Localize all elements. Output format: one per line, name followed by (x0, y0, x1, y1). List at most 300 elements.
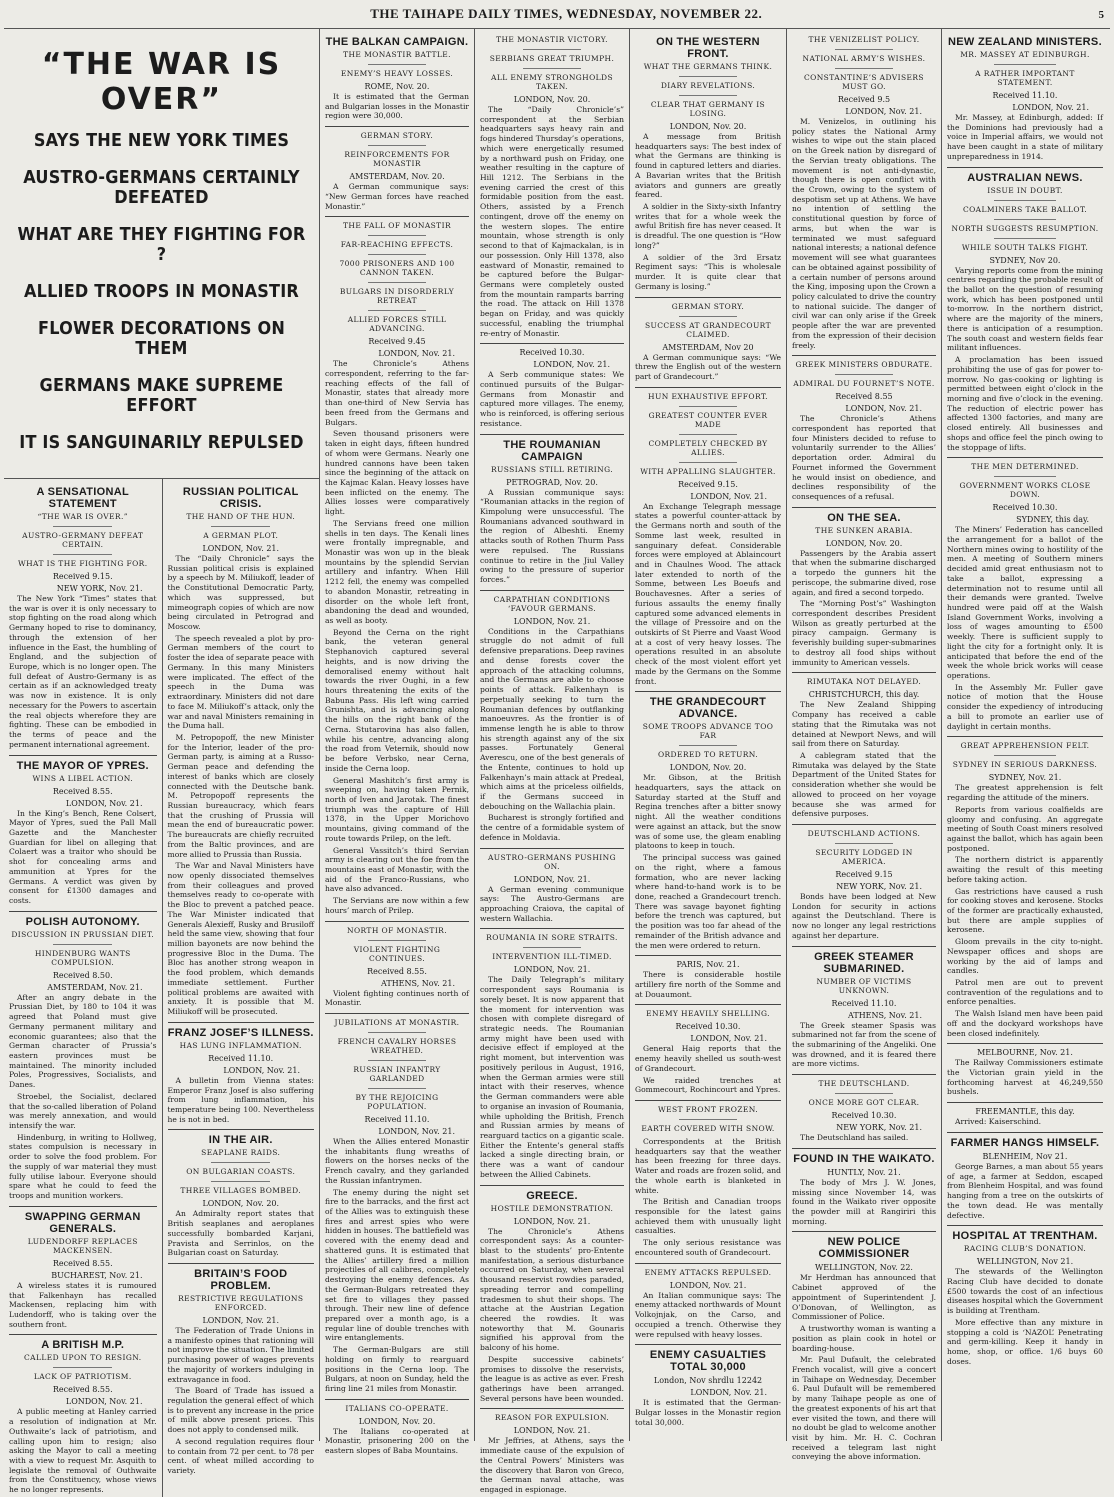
article-headline: ON THE WESTERN FRONT. (656, 36, 760, 60)
article (168, 1263, 315, 1476)
article (325, 216, 469, 915)
article-subhead: FRENCH CAVALRY HORSES WREATHED. (337, 1037, 457, 1055)
article (325, 921, 469, 1008)
article-subhead: WHAT THE GERMANS THINK. (643, 62, 773, 71)
subhead-rule (835, 374, 893, 375)
dateline: Received 11.10. (208, 1053, 274, 1063)
article-paragraph: A German communique says: “New German forces have reached Monastir.” (325, 182, 469, 211)
article-divider (792, 946, 936, 947)
article-paragraph: The Chronicle’s Athens correspondent, referring to the far-reaching effects of the fall of Monastir, states that already more than one-third of New Servia has been freed from the Germans and Bulgars. (325, 359, 469, 427)
article-paragraph: The British and Canadian troops responsible for the latest gains achieved them with unusually light casualties. (635, 1197, 781, 1236)
article-divider (9, 1206, 157, 1207)
dateline: LONDON, Nov. 21. (378, 1127, 455, 1136)
article (480, 1185, 624, 1404)
dateline: SYDNEY, Nov. 21. (988, 773, 1062, 783)
article (792, 507, 936, 668)
dateline: LONDON, Nov. 21. (513, 1216, 591, 1226)
article-subhead: LACK OF PATRIOTISM. (33, 1372, 132, 1382)
article-subhead: NORTH OF MONASTIR. (346, 925, 448, 935)
article-paragraph: A cablegram stated that the Rimutaka was delayed by the State Department of the United States for consideration whether she would be allowed to proceed on her voyage because she was armed for defensive purposes. (792, 750, 936, 819)
article (480, 434, 624, 585)
subhead-rule (835, 1093, 893, 1094)
dateline: Received 8.55. (52, 1385, 113, 1395)
article-subhead: AUSTRO-GERMANS PUSHING ON. (487, 852, 616, 871)
article-divider (168, 1263, 315, 1264)
article-paragraph: The Servians are now within a few hours’ march of Prilep. (325, 896, 469, 915)
subhead-rule (53, 554, 112, 555)
article-paragraph: General Haig reports that the enemy heavily shelled us south-west of Grandecourt. (635, 1044, 781, 1073)
article (792, 35, 936, 350)
article-subhead: RACING CLUB’S DONATION. (963, 1244, 1087, 1254)
article-subhead: THE FALL OF MONASTIR (342, 221, 451, 231)
subhead-rule (368, 1060, 426, 1061)
article-paragraph: An Admiralty report states that British seaplanes and aeroplanes successfully bombarded Karjani, Pravista and Serrinlos, on the Bulgarian coast on Saturday. (167, 1209, 314, 1258)
article-headline: IN THE AIR. (208, 1134, 273, 1147)
subhead-rule (523, 947, 581, 948)
article-headline: RUSSIAN POLITICAL CRISIS. (182, 486, 299, 510)
article-paragraph: The speech revealed a plot by pro-German members of the court to foster the idea of separate peace with Germany. In this many Ministers were implicated. The effect of the speech in the Duma was extraordinary. Ministers did not dare to face M. Miliukoff’s attack, only the war and naval Ministers remaining in the Duma hall. (167, 633, 314, 731)
article (635, 955, 781, 999)
article-paragraph: The Board of Trade has issued a regulation the general effect of which is to prevent any increase in the price of milk above present prices. This does not apply to condensed milk. (167, 1386, 314, 1435)
article (635, 36, 781, 292)
subhead-rule (835, 49, 893, 50)
subhead-rule (523, 49, 581, 50)
article-subhead: DISCUSSION IN PRUSSIAN DIET. (11, 929, 155, 939)
article-headline: GREEK STEAMER SUBMARINED. (814, 950, 914, 975)
article (947, 1225, 1103, 1366)
dateline: LONDON, Nov. 20. (358, 1416, 436, 1426)
dateline: BUCHAREST, Nov. 21. (51, 1270, 143, 1280)
article-subhead: REASON FOR EXPULSION. (494, 1413, 610, 1423)
column-4 (474, 29, 629, 1495)
article-paragraph: The only serious resistance was encountered south of Grandecourt. (635, 1238, 781, 1257)
dateline: Received 8.55. (52, 786, 113, 796)
article-subhead: LUDENDORFF REPLACES MACKENSEN. (27, 1236, 138, 1255)
banner-headline: “THE WAR IS OVER” (41, 47, 282, 117)
article (325, 1013, 469, 1394)
article-subhead: WHILE SOUTH TALKS FIGHT. (961, 242, 1089, 252)
article-subhead: WINS A LIBEL ACTION. (32, 773, 134, 783)
article-paragraph: The principal success was gained on the right, where a famous formation, who are never lacking where hand-to-hand work is to be done, reached a Grandecourt trench. There was savage bayonet fighting before the trench was captured, but the position was too far ahead of the remainder of the British advance and the men were ordered to return. (635, 853, 781, 950)
article-subhead: GREAT APPREHENSION FELT. (960, 741, 1090, 751)
article-paragraph: Gas restrictions have caused a rush for cooking stoves and kerosene. Stocks of the former are practically exhausted, but there are ample supplies of kerosene. (947, 886, 1103, 935)
article-paragraph: Bucharest is strongly fortified and the centre of a formidable system of defence in Moldavia. (480, 813, 624, 842)
subhead-rule (679, 95, 737, 96)
article-divider (480, 1408, 624, 1409)
article-divider (635, 691, 781, 692)
article-paragraph: The Deutschland has sailed. (800, 1133, 909, 1143)
column-2 (162, 479, 320, 1497)
article-paragraph: A proclamation has been issued prohibiting the use of gas for power to-morrow. No gas-cooking or lighting is permitted between eight o’clock in the morning and five o’clock in the evening. The reduction of electric power has affected 1300 factories, and many are closed entirely. All businesses and shops and office feel the pinch owing to the stoppage of lifts. (947, 355, 1103, 452)
subhead-rule (368, 1032, 426, 1033)
article-subhead: ORDERED TO RETURN. (657, 750, 759, 760)
banner-line: FLOWER DECORATIONS ON THEM (38, 319, 285, 359)
article-subhead: WHAT IS THE FIGHTING FOR. (17, 559, 148, 568)
article-subhead: INTERVENTION ILL-TIMED. (492, 952, 612, 962)
article-paragraph: George Barnes, a man about 55 years of age, a farmer at Seddon, escaped from Blenheim Hospital, and was found hanging from a tree on the outskirts of the town dead. He was mentally defective. (947, 1161, 1103, 1220)
dateline: SYDNEY, this day. (1016, 515, 1089, 525)
article-paragraph: A Russian communique says: “Roumanian attacks in the region of Kimpolung were unsuccessful. The Roumanians advanced southward in the region of Albeshti. Enemy attacks south of Rothen Thurm Pass were repulsed. The Russians continue to retire in the Jiul Valley owing to the pressure of superior forces.” (480, 487, 624, 585)
dateline: Received 9.15 (835, 869, 893, 879)
subhead-rule (679, 1119, 737, 1120)
dateline: LONDON, Nov. 21. (845, 107, 922, 116)
article (9, 1334, 157, 1494)
dateline: LONDON, Nov. 21. (378, 349, 455, 359)
article-subhead: SEAPLANE RAIDS. (201, 1148, 281, 1158)
article-headline: THE BALKAN CAMPAIGN. (325, 36, 469, 48)
article-paragraph: A German evening communique says: The Austro-Germans are approaching Craiova, the capital of western Wallachia. (480, 884, 624, 923)
dateline: AMSTERDAM, Nov. 21. (47, 982, 143, 992)
article (168, 1129, 315, 1258)
article-divider (792, 1148, 936, 1149)
article-subhead: A RATHER IMPORTANT STATEMENT. (975, 69, 1075, 87)
dateline: Received 10.30. (831, 1111, 897, 1121)
article-subhead: A GERMAN PLOT. (203, 531, 279, 540)
article-paragraph: When the Allies entered Monastir the inhabitants flung wreaths of flowers on the horses necks of the French cavalry, and they garlanded the Russian infantrymen. (325, 1137, 469, 1185)
article-paragraph: A Serb communique states: We continued pursuits of the Bulgar-Germans from Monastir and captured more villages. The enemy, who is reinforced, is offering serious resistance. (480, 370, 624, 428)
article-divider (947, 1102, 1103, 1103)
article-subhead: EARTH COVERED WITH SNOW. (641, 1124, 775, 1133)
dateline: LONDON, Nov. 21. (533, 360, 610, 370)
dateline: Received 11.10. (831, 998, 897, 1008)
article-headline: A BRITISH M.P. (41, 1339, 125, 1352)
article-paragraph: A bulletin from Vienna states: Emperor Franz Josef is also suffering from lung inflammation, his temperature being 100. Nevertheless he is not in bed. (167, 1075, 314, 1124)
article (9, 755, 157, 906)
article-divider (480, 434, 624, 435)
article-paragraph: Varying reports come from the mining centres regarding the probable result of the ballot on the question of resuming work, which has been postponed until to-morrow. In the northern district, where are the majority of the miners, there is anticipation of a resumption. The south coast and western fields fear militant influences. (947, 265, 1103, 353)
article-paragraph: Beyond the Cerna on the right bank, the veteran general Stephanovich captured several heights, and is now driving the demoralised enemy without halt towards the river Oughi, in a few hours threatening the exits of the Babuna Pass. His left wing carried Grunishta, and is advancing along the hills on the right bank of the Cerna. Stutarovina has also fallen, while his centre, advancing along the road from Veternik, should now be before Verbsko, near Cerna, inside the Cerna loop. (325, 627, 469, 773)
dateline: SYDNEY, Nov 20. (989, 255, 1061, 265)
article-paragraph: The New Zealand Shipping Company has received a cable stating that the Rimutaka was not detained at Newport News, and will sail from there on Saturday. (792, 700, 936, 749)
article (480, 343, 624, 428)
article (635, 691, 781, 950)
article-subhead: WITH APPALLING SLAUGHTER. (640, 466, 776, 476)
article-paragraph: The German-Bulgars are still holding on firmly to rearguard positions in the Cerna loop. The Bulgars, at noon on Sunday, held the firing line 21 miles from Monastir. (325, 1345, 469, 1393)
article-divider (947, 457, 1103, 458)
article (792, 355, 936, 501)
dateline: Received 9.15. (52, 572, 113, 581)
dateline: LONDON, Nov. 20. (669, 122, 747, 131)
article (325, 1399, 469, 1456)
dateline: MELBOURNE, Nov. 21. (977, 1048, 1073, 1058)
article-paragraph: A public meeting at Hanley carried a resolution of indignation at Mr. Outhwaite’s lack of patriotism, and calling upon him to resign; also asking the Mayor to call a meeting with a view to request Mr. Asquith to legislate the removal of Outhwaite from the Constituency, whose views he no longer represents. (9, 1407, 157, 1495)
article (480, 928, 624, 1179)
dateline: Received 10.30. (675, 1022, 741, 1032)
article-paragraph: The Servians freed one million shells in ten days. The Kenali lines were frontally impregnable, and Monastir was won up in the bleak mountains by the splendid Servian artillery and infantry. When Hill 1212 fell, the enemy was compelled to abandon Monastir, retreating in disorder on the whole left front, abandoning the dead and wounded, as well as booty. (325, 518, 469, 625)
article-paragraph: The Walsh Island men have been paid off and the dockyard workshops have been closed indefinitely. (947, 1009, 1103, 1038)
article-subhead: CARPATHIAN CONDITIONS ‘FAVOUR GERMANS. (493, 594, 611, 613)
article-subhead: ITALIANS CO-OPERATE. (345, 1403, 449, 1413)
dateline: LONDON, Nov. 21. (690, 491, 767, 501)
dateline: LONDON, Nov. 21. (202, 544, 280, 553)
article-subhead: GREEK MINISTERS OBDURATE. (795, 360, 933, 370)
article-divider (325, 1399, 469, 1400)
article-subhead: ROUMANIA IN SORE STRAITS. (486, 933, 618, 943)
article (9, 911, 157, 1201)
dateline: LONDON, Nov. 21. (202, 1315, 280, 1325)
article-paragraph: Passengers by the Arabia assert that when the submarine discharged a torpedo the gunners hit the periscope, the submarine dived, rose again, and fired a second torpedo. (792, 548, 936, 597)
article-paragraph: The New York “Times” states that the war is over it is only necessary to stop fighting on the road along which Germany hoped to rise to dominancy, through the extension of her influence in the East, the humbling of England, and the subjection of Europe, which is no longer open. The full defeat of Austro-Germany is as certain as if an acknowledged treaty was now in existence. It is only necessary for the Powers to ascertain the real objects wherefore they are fighting. These can be embodied in the terms of peace and the permanent international agreement. (9, 594, 157, 749)
article-paragraph: The War and Naval Ministers have now openly dissociated themselves from their colleagues and proved themselves ready to co-operate with the Bloc to prevent a patched peace. The War Minister indicated that Generals Alexieff, Rusky and Brusiloff held the same view, showing that four million bayonets are now behind the progressive Bloc in the Duma. The Bloc has another strong weapon in the food problem, which demands immediate settlement. Further political problems are awaited with anxiety. It is possible that M. Miliukoff will be prosecuted. (167, 861, 314, 1017)
dateline: ATHENS, Nov. 21. (848, 1010, 922, 1020)
article-subhead: THE MONASTIR BATTLE. (343, 50, 451, 59)
article (635, 1263, 781, 1340)
article-subhead: COMPLETELY CHECKED BY ALLIES. (648, 438, 768, 457)
article-divider (480, 848, 624, 849)
subhead-rule (211, 1162, 270, 1163)
subhead-rule (368, 235, 426, 236)
article-subhead: WEST FRONT FROZEN. (657, 1105, 758, 1114)
dateline: LONDON, Nov. 21. (690, 1388, 767, 1398)
article-paragraph: A second regulation requires flour to contain from 72 per cent. to 78 per cent. of wheat milled according to variety. (167, 1436, 314, 1476)
article-headline: SWAPPING GERMAN GENERALS. (24, 1210, 141, 1235)
article (480, 848, 624, 924)
article-headline: POLISH AUTONOMY. (25, 915, 140, 928)
article-subhead: VIOLENT FIGHTING CONTINUES. (353, 944, 441, 963)
article-subhead: ADMIRAL DU FOURNET’S NOTE. (793, 379, 935, 389)
subhead-rule (994, 238, 1056, 239)
dateline: AMSTERDAM, Nov 20 (662, 342, 754, 352)
dateline: Received 8.55. (52, 1258, 113, 1268)
subhead-rule (368, 310, 426, 311)
article-paragraph: Conditions in the Carpathians struggle do not admit of full defensive preparations. Deep ravines and dense forests cover the approach of the attacking columns, and the Germans are able to choose points of attack. Falkenhayn is perpetually seeking to turn the Roumanian defences by outflanking manoeuvres. As the frontier is of immense length he is able to throw his strength against any of the six passes. Fortunately General Averescu, one of the best generals of the Entente, continues to hold up Falkenhayn’s main attack at Predeal, which aims at the priceless oilfields, if the Germans succeed in debouching on the Wallachia plain. (480, 626, 624, 811)
subhead-rule (679, 406, 737, 407)
article (480, 35, 624, 338)
subhead-rule (53, 944, 112, 945)
article (9, 486, 157, 750)
article-paragraph: An Exchange Telegraph message states a powerful counter-attack by the Germans north and south of the Somme last week, resulted in sanguinary defeat. Considerable forces were employed at Ablaincourt and in Chaulnes Wood. The attack later extended to north of the Somme, between Les Boeufs and Bouchavesnes. After a series of furious assaults the enemy finally captured some advanced elements in the village of Pressoire and on the outskirts of St Pierre and Vaast Wood at a cost of very heavy losses. The operations resulted in an absolute check of the most violent effort yet made by the Germans on the Somme front. (635, 501, 781, 686)
article-subhead: THE DEUTSCHLAND. (818, 1079, 910, 1089)
article (635, 1004, 781, 1095)
article-subhead: ALL ENEMY STRONGHOLDS TAKEN. (491, 73, 613, 91)
article-divider (947, 167, 1103, 168)
article-subhead: GREATEST COUNTER EVER MADE (648, 410, 768, 429)
dateline: LONDON, Nov. 20. (669, 763, 747, 773)
article-headline: THE GRANDECOURT ADVANCE. (649, 696, 767, 721)
article-subhead: DEUTSCHLAND ACTIONS. (807, 828, 921, 838)
article-paragraph: There is considerable hostile artillery fire north of the Somme and at Douaumont. (635, 970, 781, 999)
article-divider (947, 1225, 1103, 1226)
article-divider (792, 1231, 936, 1232)
article-subhead: GOVERNMENT WORKS CLOSE DOWN. (959, 481, 1091, 500)
banner (4, 29, 319, 478)
article-divider (635, 387, 781, 388)
subhead-rule (994, 200, 1056, 201)
article (168, 1022, 315, 1125)
subhead-rule (368, 145, 426, 146)
article-subhead: ALLIED FORCES STILL ADVANCING. (347, 315, 447, 334)
article-subhead: DIARY REVELATIONS. (660, 81, 756, 90)
dateline: ROME, Nov. 20. (364, 82, 430, 91)
article-headline: ENEMY CASUALTIES TOTAL 30,000 (649, 1349, 767, 1374)
article-subhead: CLEAR THAT GERMANY IS LOSING. (650, 100, 766, 118)
article-paragraph: The Miners’ Federation has cancelled the arrangement for a ballot of the Northern mines owing to hostility of the men. A meeting of Southern miners decided amid great enthusiasm not to take a ballot, expressing a determination not to resume until all their demands were granted. Twelve hundred were paid off at the Walsh Island Government Works, involving a loss of wages amounting to £500 weekly. There is sufficient supply to light the city for a fortnight only. It is anticipated that before the end of the week the whole brick works will cease operations. (947, 525, 1103, 681)
article-subhead: THE MEN DETERMINED. (971, 462, 1079, 472)
dateline: LONDON, Nov. 21. (845, 404, 922, 414)
article-paragraph: Stroebel, the Socialist, declared that the so-called liberation of Poland was merely annexation, and would intensify the war. (9, 1091, 157, 1131)
article-paragraph: Despite successive cabinets’ promises to dissolve the reservists, the league is as active as ever. Fresh gatherings have been arranged. Several persons have been wounded. (480, 1354, 624, 1403)
article-paragraph: The “Daily Chronicle’s” correspondent at the Serbian headquarters says heavy rain and fogs hindered Thursday’s operations, which were energetically resumed by a northward push on Friday, one weather resulting in the capture of Hill 1212. The Serbians in the evening carried the crest of this formidable position from the east. Others, assisted by a French contingent, drove off the enemy on the western slopes. The entire mountain, whose strength is only second to that of Kajmackalan, is in our possession. Only Hill 1378, also eastward of Monastir, remained to be captured before the Bulgar-Germans were completely ousted from the mountain ramparts barring the road. The attack on Hill 1378 began on Friday, and was quickly successful, enabling the triumphal re-entry of Monastir. (480, 105, 624, 338)
dateline: Received 8.55 (835, 392, 893, 402)
dateline: NEW YORK, Nov. 21. (836, 881, 922, 891)
banner-line: GERMANS MAKE SUPREME EFFORT (39, 376, 284, 416)
article-divider (947, 1132, 1103, 1133)
article-divider (168, 1022, 315, 1023)
article-headline: AUSTRALIAN NEWS. (967, 171, 1083, 184)
article-paragraph: The greatest apprehension is felt regarding the attitude of the miners. (947, 783, 1103, 803)
article-paragraph: It is estimated that the German-Bulgar losses in the Monastir region total 30,000. (635, 1398, 781, 1427)
article-subhead: REINFORCEMENTS FOR MONASTIR (344, 150, 450, 169)
subhead-rule (679, 745, 737, 746)
article-subhead: CALLED UPON TO RESIGN. (24, 1353, 142, 1363)
article (635, 387, 781, 687)
article-paragraph: General Vassitch’s third Servian army is clearing out the foe from the mountains east of Monastir, with the aid of the Franco-Russians, who have also advanced. (325, 845, 469, 894)
dateline: Received 9.5 (837, 95, 891, 104)
article-paragraph: The Chronicle’s Athens correspondent has reported that four Ministers decided to refuse to voluntarily surrender to the Allies’ deportation order. Admiral du Fournet informed the Government he would insist on obedience, and declines responsibility of the consequences of a refusal. (792, 414, 936, 501)
column-6 (786, 29, 941, 1462)
article-subhead: ONCE MORE GOT CLEAR. (808, 1098, 920, 1108)
subhead-rule (368, 282, 426, 283)
subhead-rule (994, 219, 1056, 220)
article-paragraph: Mr Herdman has announced that Cabinet approved of the appointment of Superintendent J. O’Donovan, of Wellington, as Commissioner of Police. (792, 1273, 936, 1322)
article-divider (792, 507, 936, 508)
article-paragraph: General Mashitch’s first army is sweeping on, having taken Pernik, north of Iven and Jarotak. The finest triumph was the capture of Hill 1378, in the Upper Morichovo mountains, giving command of the route towards Prilep, on the left. (325, 775, 469, 843)
subhead-rule (994, 476, 1056, 477)
article-subhead: RUSSIANS STILL RETIRING. (491, 464, 613, 474)
subhead-rule (53, 526, 112, 527)
article-headline: ON THE SEA. (827, 511, 901, 524)
article-headline: FRANZ JOSEF’S ILLNESS. (167, 1026, 314, 1039)
article-subhead: THE HAND OF THE HUN. (186, 512, 296, 521)
article-headline: NEW ZEALAND MINISTERS. (948, 36, 1102, 48)
article-paragraph: The Chronicle’s Athens correspondent says: As a counter-blast to the students’ pro-Entente manifestation, a serious disturbance occurred on Saturday, when several thousand reservist rowdies paraded, spreading terror and compelling tradesmen to shut their shops. The attache at the Austrian Legation cheered the rowdies. It was noteworthy that M. Gounaris signified his approval from the balcony of his home. (480, 1226, 624, 1353)
masthead-title: THE TAIHAPE DAILY TIMES, WEDNESDAY, NOVEMBER 22. (370, 6, 763, 21)
article-paragraph: Gloom prevails in the city to-night. Newspaper offices and shops are working by the aid of lamps and candles. (947, 937, 1103, 976)
article-divider (9, 755, 157, 756)
left-subcolumns (4, 478, 319, 1497)
dateline: Received 10.30. (992, 503, 1058, 513)
page-number: 5 (1098, 9, 1104, 21)
article-subhead: MR. MASSEY AT EDINBURGH. (960, 50, 1090, 59)
article-paragraph: The body of Mrs J. W. Jones, missing since November 14, was found in the Waikato river opposite the powder mill at Rangiriri this morning. (792, 1177, 936, 1226)
article-headline: FOUND IN THE WAIKATO. (793, 1152, 935, 1165)
article-paragraph: Seven thousand prisoners were taken in eight days, fifteen hundred of whom were Germans. Nearly one hundred cannons have been taken since the beginning of the attack on the Kajmac Kalan. Heavy losses have been inflicted on the enemy. The Allies losses were comparatively light. (325, 429, 469, 517)
article-divider (635, 1263, 781, 1264)
masthead (4, 6, 1110, 28)
article-paragraph: Hindenburg, in writing to Hollweg, states compulsion is necessary in order to solve the food problem. For the supply of war material they must fully utilise labour. Everyone should spare what he could to feed the troops and munition workers. (9, 1132, 157, 1201)
article-headline: A SENSATIONAL STATEMENT (36, 486, 129, 510)
article-subhead: BULGARS IN DISORDERLY RETREAT (339, 287, 455, 306)
dateline: Received 9.45 (368, 337, 426, 347)
article (635, 1344, 781, 1427)
article-subhead: HAS LUNG INFLAMMATION. (179, 1040, 302, 1050)
article-divider (325, 1013, 469, 1014)
article-paragraph: The Daily Telegraph’s military correspondent says Roumania is sorely beset. It is now apparent that the moment for intervention was chosen with complete disregard of strategic needs. The Roumanian army might have been used with decisive effect if employed at the right moment, but intervention was positively perilous in August, 1916, when the German armies were still intact with their reserves, whence the German commanders were able to organise an invasion of Roumania, while upholding the British, French and Russian armies by means of rearguard tactics on a gigantic scale. Either the Entente’s general staffs lacked a single directing brain, or there was a want of candour between the Allied Cabinets. (480, 975, 624, 1179)
article-subhead: GERMAN STORY. (671, 301, 745, 311)
article-paragraph: A soldier of the 3rd Ersatz Regiment says: “This is wholesale murder. It is quite clear that Germany is losing.” (635, 252, 781, 291)
article-divider (635, 1344, 781, 1345)
article-headline: HOSPITAL AT TRENTHAM. (952, 1230, 1098, 1243)
article-divider (480, 343, 624, 344)
dateline: PETROGRAD, Nov. 20. (506, 477, 598, 487)
article-paragraph: Correspondents at the British headquarters say that the weather has been freezing for three days. Water and roads are frozen solid, and the whole earth is blanketed in white. (635, 1137, 781, 1195)
article-subhead: JUBILATIONS AT MONASTIR. (334, 1018, 460, 1027)
article-paragraph: In the King’s Bench, Rene Colsert, Mayor of Ypres, sued the Pall Mall Gazette and the Manchester Guardian for libel on alleging that Colaert was a traitor who should be shot for concealing arms and ammunition at Ypres for the Germans. A verdict was given by consent for £1300 damages and costs. (9, 808, 157, 905)
article (325, 36, 469, 121)
dateline: HUNTLY, Nov. 21. (827, 1167, 901, 1177)
subhead-rule (835, 68, 893, 69)
article-paragraph: Violent fighting continues north of Monastir. (325, 988, 469, 1008)
article (792, 824, 936, 941)
subhead-rule (679, 316, 737, 317)
subhead-rule (211, 1181, 270, 1182)
dateline: LONDON, Nov. 21. (513, 874, 591, 884)
dateline: LONDON, Nov. 21. (513, 1426, 591, 1436)
dateline: LONDON, Nov. 21. (65, 1397, 143, 1407)
article-divider (480, 1185, 624, 1186)
dateline: LONDON, Nov. 21. (65, 798, 143, 808)
article-subhead: SYDNEY IN SERIOUS DARKNESS. (952, 760, 1098, 770)
dateline: ATHENS, Nov. 21. (381, 978, 455, 988)
article-subhead: FAR-REACHING EFFECTS. (340, 240, 454, 250)
article-paragraph: Reports from various coalfields are gloomy and confusing. An aggregate meeting of South Coast miners resolved against the ballot, which has again been postponed. (947, 804, 1103, 853)
subhead-rule (679, 76, 737, 77)
article-paragraph: The Railway Commissioners estimate the Victorian grain yield in the forthcoming harvest at 46,249,550 bushels. (947, 1058, 1103, 1097)
dateline: NEW YORK, Nov. 21. (56, 584, 143, 593)
subhead-rule (679, 434, 737, 435)
subhead-rule (994, 64, 1056, 65)
article-paragraph: More effective than any mixture in stopping a cold is ‘NAZOL’ Penetrating and germ-killing. Keep it handy in home, shop, or office. 1/6 buys 60 doses. (947, 1317, 1103, 1366)
article (792, 1231, 936, 1462)
column-5 (629, 29, 786, 1441)
article (168, 486, 315, 1017)
article-headline: FARMER HANGS HIMSELF. (950, 1136, 1100, 1149)
dateline: AMSTERDAM, Nov. 20. (349, 172, 445, 182)
article-subhead: RESTRICTIVE REGULATIONS ENFORCED. (178, 1293, 304, 1312)
article-divider (792, 824, 936, 825)
article (947, 1043, 1103, 1097)
article-subhead: NUMBER OF VICTIMS UNKNOWN. (816, 976, 912, 995)
dateline: Received 11.10. (364, 1115, 430, 1124)
dateline: Received 9.15. (678, 479, 738, 489)
dateline: CHRISTCHURCH, this day. (808, 690, 920, 700)
article-subhead: “THE WAR IS OVER.” (37, 512, 128, 521)
subhead-rule (835, 843, 893, 844)
article-subhead: CONSTANTINE’S ADVISERS MUST GO. (804, 73, 924, 91)
article (792, 1148, 936, 1227)
dateline: WELLINGTON, Nov 21. (976, 1257, 1074, 1267)
dateline: LONDON, Nov. 21. (669, 1280, 747, 1290)
dateline: WELLINGTON, Nov. 22. (815, 1263, 913, 1273)
dateline: Received 11.10. (992, 91, 1058, 100)
article (480, 590, 624, 843)
article-paragraph: A message from British headquarters says: The best index of what the Germans are thinking is found in captured letters and diaries. A Bavarian writes that the British aviators and gunners are greatly feared. (635, 132, 781, 200)
article-paragraph: A soldier in the Sixty-sixth Infantry writes that for a whole week the awful British fire has never ceased. It is dreadful. The one question is “How long?” (635, 202, 781, 250)
article-subhead: ENEMY’S HEAVY LOSSES. (340, 69, 454, 78)
article-paragraph: M. Venizelos, in outlining his policy states the National Army wishes to wipe out the stain placed on the Greek nation by disregard of the Servian treaty obligations. The movement is not anti-dynastic, though there is open conflict with the Crown, owing to the system of despotism set up at Athens. We have no intention of settling the constitutional question by force of arms, but when the war is terminated we must safeguard national interests; a national defence movement will see what guarantees can be obtained against possibility of a certain number of persons around the King, imposing upon the Crown a policy calculated to drive the country to national suicide. The danger of civil war can only arise if the Greek people after the war are prevented from the expression of their decision freely. (792, 117, 936, 350)
article-paragraph: A German communique says: “We threw the English out of the western part of Grandecourt.” (635, 352, 781, 381)
article-subhead: SERBIANS GREAT TRIUMPH. (489, 54, 615, 63)
banner-line: IT IS SANGUINARILY REPULSED (19, 433, 304, 453)
article-subhead: HINDENBURG WANTS COMPULSION. (34, 948, 131, 967)
article-subhead: RUSSIAN INFANTRY GARLANDED (353, 1065, 441, 1083)
article-paragraph: A wireless states it is rumoured that Falkenhayn has recalled Mackensen, replacing him with Ludendorff, who is taking over the southern front. (9, 1280, 157, 1329)
dateline: Received 8.55. (367, 966, 427, 976)
dateline: Received 8.50. (52, 970, 113, 980)
subhead-rule (368, 254, 426, 255)
article-subhead: RIMUTAKA NOT DELAYED. (806, 677, 922, 687)
dateline: FREEMANTLE, this day. (975, 1107, 1075, 1117)
